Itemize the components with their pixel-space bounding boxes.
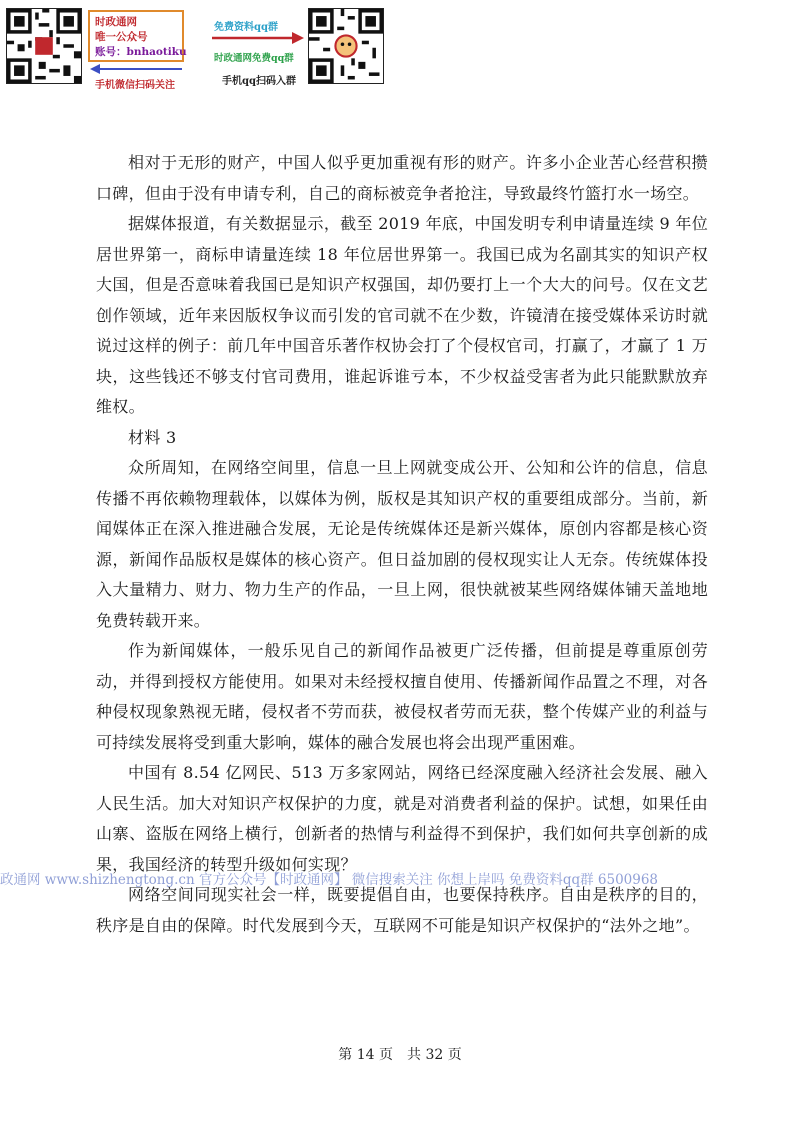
arrow-right-icon: [212, 32, 304, 44]
qr-code-icon: [7, 9, 81, 83]
watermark-text: 政通网 www.shizhengtong.cn 官方公众号【时政通网】 微信搜索关注 你想上岸吗 免费资料qq群 6500968: [0, 872, 659, 888]
free-group-caption: 免费资料qq群: [214, 22, 278, 33]
paragraph: 作为新闻媒体，一般乐见自己的新闻作品被更广泛传播，但前提是尊重原创劳动，并得到授权方能使用。如果对未经授权擅自使用、传播新闻作品置之不理，对各种侵权现象熟视无睹，侵权者不劳而获，被侵权者劳而无获，整个传媒产业的利益与可持续发展将受到重大影响，媒体的融合发展也将会出现严重困难。: [96, 641, 708, 752]
account-id: 账号：bnhaotiku: [95, 46, 187, 58]
paragraph: 网络空间同现实社会一样，既要提倡自由，也要保持秩序。自由是秩序的目的，秩序是自由的保障。时代发展到今天，互联网不可能是知识产权保护的“法外之地”。: [96, 885, 708, 935]
official-account-label: 唯一公众号: [95, 31, 148, 43]
page-number: 第 14 页 共 32 页: [338, 1047, 462, 1063]
official-account-box: [88, 10, 187, 62]
free-qq-group-caption: 时政通网免费qq群: [214, 53, 294, 64]
arrow-left-icon: [90, 64, 182, 74]
site-name: 时政通网: [95, 16, 137, 28]
paragraph: 中国有 8.54 亿网民、513 万多家网站，网络已经深度融入经济社会发展、融入人民生活。加大对知识产权保护的力度，就是对消费者利益的保护。试想，如果任由山寨、盗版在网络上横行，创新者的热情与利益得不到保护，我们如何共享创新的成果，我国经济的转型升级如何实现？: [96, 763, 708, 874]
paragraph: 据媒体报道，有关数据显示，截至 2019 年底，中国发明专利申请量连续 9 年位居世界第一，商标申请量连续 18 年位居世界第一。我国已成为名副其实的知识产权大国，但是否意味着我国已是知识产权强国，却仍要打上一个大大的问号。仅在文艺创作领域，近年来因版权争议而引发的官司就不在少数，许镜清在接受媒体采访时就说过这样的例子：前几年中国音乐著作权协会打了个侵权官司，打赢了，才赢了 1 万块，这些钱还不够支付官司费用，谁起诉谁亏本，不少权益受害者为此只能默默放弃维权。: [96, 214, 708, 416]
article-body: [96, 148, 708, 941]
section-heading: 材料 3: [128, 427, 177, 447]
paragraph: 相对于无形的财产，中国人似乎更加重视有形的财产。许多小企业苦心经营积攒口碑，但由于没有申请专利，自己的商标被竞争者抢注，导致最终竹篮打水一场空。: [96, 153, 708, 203]
paragraph: 众所周知，在网络空间里，信息一旦上网就变成公开、公知和公许的信息，信息传播不再依赖物理载体，以媒体为例，版权是其知识产权的重要组成部分。当前，新闻媒体正在深入推进融合发展，无论是传统媒体还是新兴媒体，原创内容都是核心资源，新闻作品版权是媒体的核心资产。但日益加剧的侵权现实让人无奈。传统媒体投入大量精力、财力、物力生产的作品，一旦上网，很快就被某些网络媒体铺天盖地地免费转载开来。: [96, 458, 708, 630]
qr-code-icon: [309, 9, 383, 83]
header-banner: [0, 0, 800, 100]
qq-scan-caption: 手机qq扫码入群: [222, 76, 296, 87]
qq-group-qr-code[interactable]: [308, 8, 384, 84]
wechat-scan-caption: 手机微信扫码关注: [95, 80, 175, 91]
wechat-qr-code[interactable]: [6, 8, 82, 84]
